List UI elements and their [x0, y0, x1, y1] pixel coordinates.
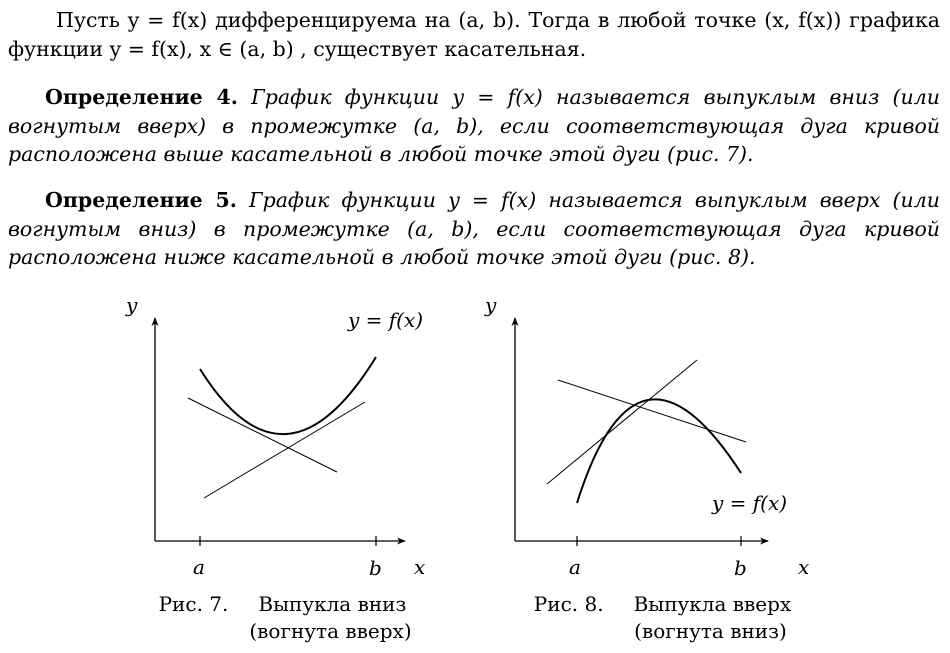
- fig7-curve: [200, 357, 376, 434]
- fig8-caption-title: Выпукла вверх: [633, 592, 792, 616]
- fig8-caption-line-1: [520, 591, 805, 618]
- fig8-a-label: a: [569, 555, 581, 579]
- fig8-y-label: y: [485, 293, 497, 317]
- definition-5-body: График функции y = f(x) называется выпуклым вверх (или вогнутым вниз) в промежутке (a, b), если соответствующая дуга кривой расположена ниже касательной в любой точке этой дуги (рис. 8).: [8, 188, 940, 269]
- fig7-x-label: x: [414, 555, 426, 579]
- fig8-caption-subtitle: (вогнута вниз): [634, 619, 787, 643]
- figure-8: [484, 293, 809, 580]
- fig7-curve-label: y = f(x): [348, 308, 424, 332]
- intro-text: Пусть y = f(x) дифференцируема на (a, b). Тогда в любой точке (x, f(x)) графика функции y = f(x), x ∈ (a, b) , существует касательная.: [8, 8, 940, 61]
- fig7-a-label: a: [193, 555, 205, 579]
- fig7-caption-title: Выпукла вниз: [258, 592, 407, 616]
- fig8-curve-label: y = f(x): [712, 491, 788, 515]
- figure-7-caption: [140, 591, 425, 645]
- fig7-caption-line-1: [140, 591, 425, 618]
- definition-4-title: Определение 4.: [45, 85, 238, 109]
- fig7-caption-subtitle: (вогнута вверх): [249, 619, 412, 643]
- fig8-tangent-2: [547, 360, 697, 484]
- fig8-curve: [577, 399, 741, 503]
- definition-5-title: Определение 5.: [45, 188, 237, 212]
- fig7-y-label: y: [126, 293, 138, 317]
- fig8-b-label: b: [734, 556, 747, 580]
- fig8-caption-number: Рис. 8.: [533, 592, 604, 616]
- fig8-tangent-1: [558, 380, 746, 442]
- figure-8-caption: [520, 591, 805, 645]
- fig7-tangent-1: [188, 398, 337, 472]
- fig7-tangent-2: [204, 402, 365, 498]
- fig7-caption-number: Рис. 7.: [158, 592, 229, 616]
- figure-7: [125, 293, 425, 580]
- definition-4-body: График функции y = f(x) называется выпуклым вниз (или вогнутым вверх) в промежутке (a, b), если соответствующая дуга кривой расположена выше касательной в любой точке этой дуги (рис. 7).: [8, 85, 940, 166]
- fig7-b-label: b: [369, 556, 382, 580]
- fig8-x-label: x: [798, 555, 810, 579]
